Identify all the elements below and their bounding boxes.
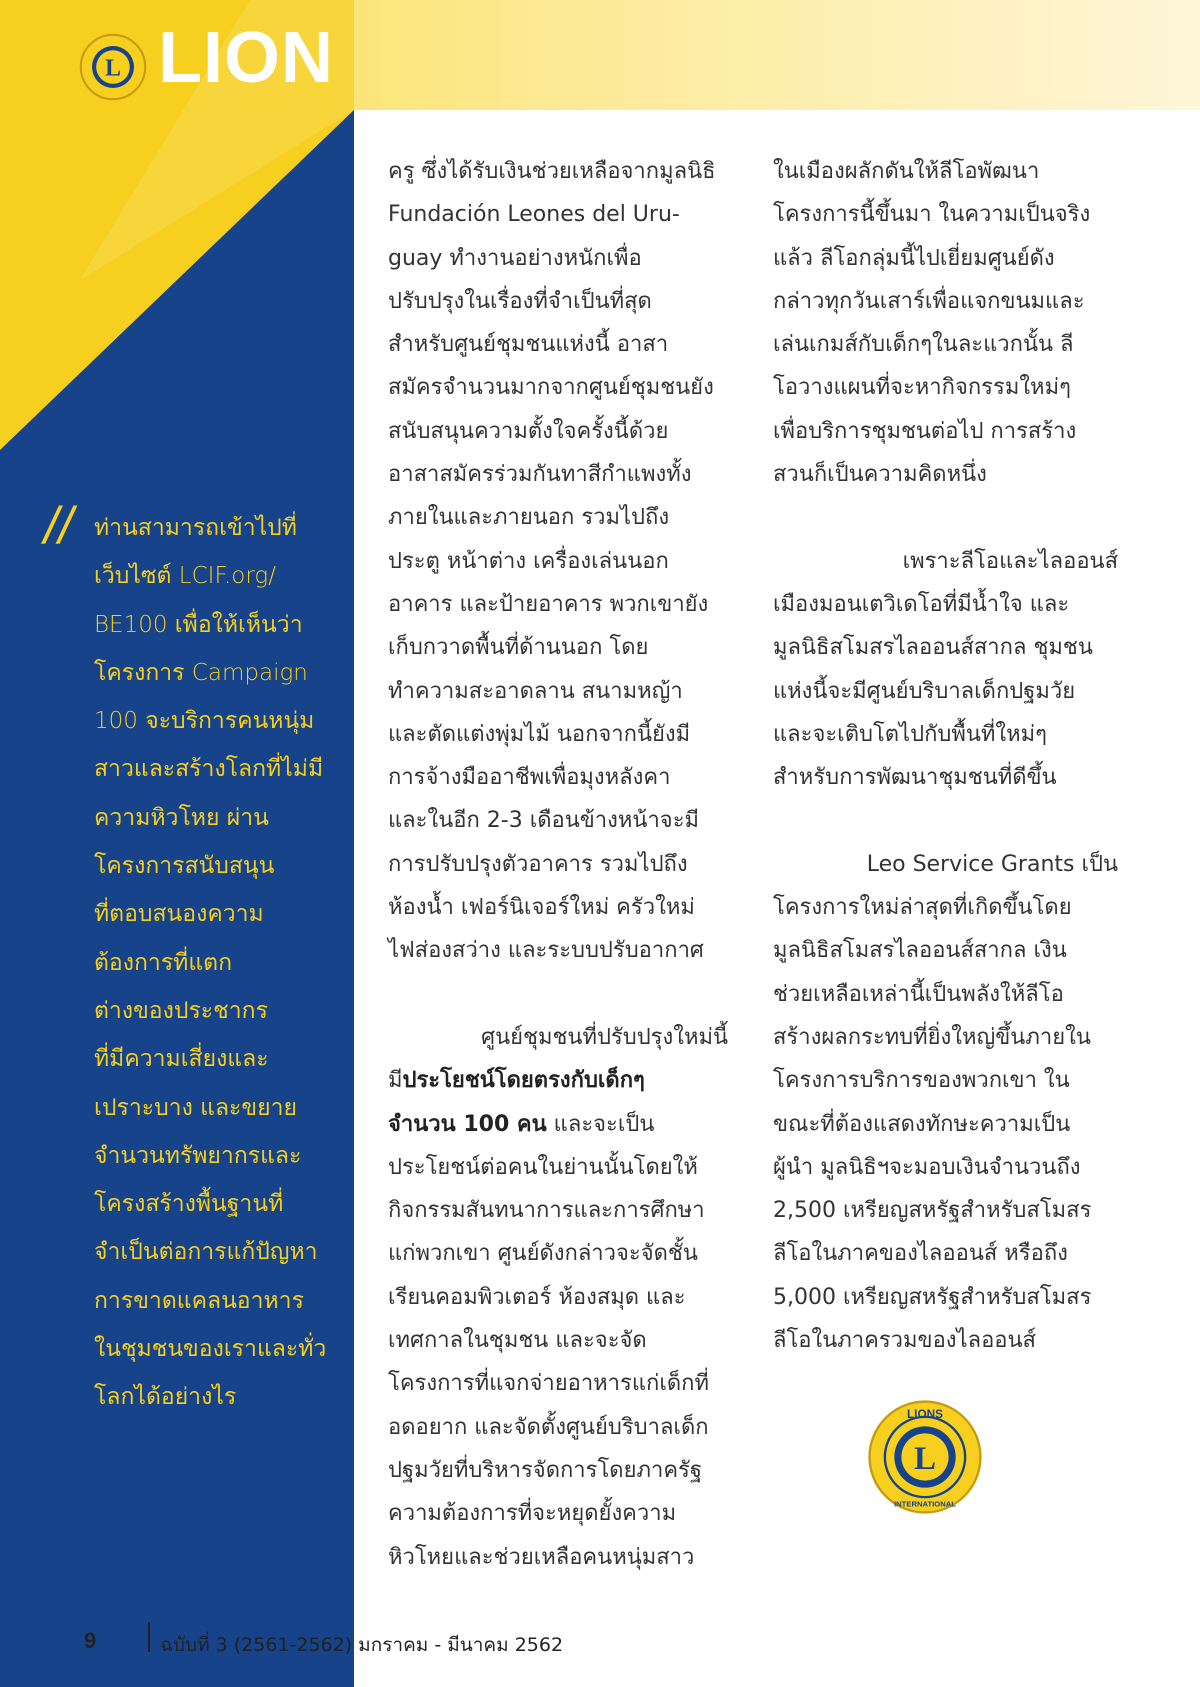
- paragraph-line: สำหรับการพัฒนาชุมชนที่ดีขึ้น: [773, 765, 1057, 791]
- paragraph-line: เล่นเกมส์กับเด็กๆในละแวกนั้น ลี: [773, 332, 1074, 358]
- paragraph-line: สมัครจำนวนมากจากศูนย์ชุมชนยัง: [388, 375, 714, 401]
- article-column-1: [388, 150, 728, 1579]
- paragraph-line: ประโยชน์ต่อคนในย่านนั้นโดยให้: [388, 1154, 698, 1180]
- paragraph-line: ผู้นำ มูลนิธิฯจะมอบเงินจำนวนถึง: [773, 1154, 1081, 1180]
- paragraph-line: ช่วยเหลือเหล่านี้เป็นพลังให้ลีโอ: [773, 981, 1064, 1007]
- paragraph-line: ลีโอในภาคของไลออนส์ หรือถึง: [773, 1241, 1068, 1267]
- paragraph-line: กล่าวทุกวันเสาร์เพื่อแจกขนมและ: [773, 288, 1085, 314]
- paragraph-spacer: [773, 496, 1118, 539]
- svg-text:L: L: [105, 55, 121, 82]
- paragraph-line: และในอีก 2-3 เดือนข้างหน้าจะมี: [388, 808, 700, 834]
- paragraph-line: และตัดแต่งพุ่มไม้ นอกจากนี้ยังมี: [388, 721, 691, 747]
- svg-text:L: L: [913, 1440, 937, 1477]
- paragraph-line: ศูนย์ชุมชนที่ปรับปรุงใหม่นี้: [481, 1024, 728, 1050]
- text-run: มี: [388, 1068, 403, 1094]
- paragraph-line: Fundación Leones del Uru-: [388, 202, 680, 228]
- paragraph-line: [388, 1059, 728, 1102]
- paragraph-line: กิจกรรมสันทนาการและการศึกษา: [388, 1198, 705, 1224]
- paragraph-line: Leo Service Grants เป็น: [866, 851, 1118, 877]
- paragraph-line: 2,500 เหรียญสหรัฐสำหรับสโมสร: [773, 1198, 1092, 1224]
- footer-divider: [148, 1622, 150, 1652]
- pull-quote-line: ท่านสามารถเข้าไปที่: [94, 515, 297, 541]
- paragraph-line: แห่งนี้จะมีศูนย์บริบาลเด็กปฐมวัย: [773, 678, 1076, 704]
- paragraph-line: ครู ซึ่งได้รับเงินช่วยเหลือจากมูลนิธิ: [388, 159, 716, 184]
- paragraph-line: เก็บกวาดพื้นที่ด้านนอก โดย: [388, 635, 649, 661]
- pull-quote-line: ความหิวโหย ผ่าน: [94, 804, 269, 831]
- paragraph-line: ขณะที่ต้องแสดงทักษะความเป็น: [773, 1111, 1071, 1137]
- paragraph-line: โอวางแผนที่จะหากิจกรรมใหม่ๆ: [773, 375, 1071, 401]
- paragraph-line: ห้องน้ำ เฟอร์นิเจอร์ใหม่ ครัวใหม่: [388, 895, 695, 921]
- emphasis-text: ประโยชน์โดยตรงกับเด็กๆ: [402, 1068, 645, 1094]
- paragraph-line: guay ทำงานอย่างหนักเพื่อ: [388, 245, 642, 271]
- pull-quote-line: เว็บไซต์ LCIF.org/: [94, 563, 276, 590]
- paragraph-line: ทำความสะอาดลาน สนามหญ้า: [388, 678, 683, 704]
- pull-quote-line: การขาดแคลนอาหาร: [94, 1287, 304, 1314]
- pull-quote-line: โครงสร้างพื้นฐานที่: [94, 1191, 284, 1218]
- lions-emblem-icon: [78, 32, 148, 102]
- paragraph-line: โครงการนี้ขึ้นมา ในความเป็นจริง: [773, 202, 1091, 228]
- paragraph-line: เมืองมอนเตวิเดโอที่มีน้ำใจ และ: [773, 591, 1070, 617]
- pull-quote-line: โครงการสนับสนุน: [94, 853, 275, 880]
- paragraph-line: มูลนิธิสโมสรไลออนส์สากล เงิน: [773, 938, 1067, 964]
- pull-quote-line: BE100 เพื่อให้เห็นว่า: [94, 611, 303, 638]
- paragraph-line: แก่พวกเขา ศูนย์ดังกล่าวจะจัดชั้น: [388, 1241, 698, 1267]
- paragraph-line: หิวโหยและช่วยเหลือคนหนุ่มสาว: [388, 1544, 695, 1570]
- paragraph-line: เรียนคอมพิวเตอร์ ห้องสมุด และ: [388, 1284, 686, 1310]
- emphasis-text: จำนวน 100 คน: [388, 1111, 547, 1137]
- paragraph-line: ปฐมวัยที่บริหารจัดการโดยภาครัฐ: [388, 1457, 702, 1483]
- paragraph-line: เทศกาลในชุมชน และจะจัด: [388, 1328, 647, 1354]
- paragraph-line: เพราะลีโอและไลออนส์: [902, 548, 1118, 574]
- paragraph-line: โครงการใหม่ล่าสุดที่เกิดขึ้นโดย: [773, 895, 1072, 921]
- paragraph-line: เพื่อบริการชุมชนต่อไป การสร้าง: [773, 418, 1077, 444]
- pull-quote-line: จำเป็นต่อการแก้ปัญหา: [94, 1239, 318, 1266]
- pull-quote-line: โลกได้อย่างไร: [94, 1384, 237, 1411]
- paragraph-line: แล้ว ลีโอกลุ่มนี้ไปเยี่ยมศูนย์ดัง: [773, 245, 1055, 271]
- paragraph-line: การจ้างมืออาชีพเพื่อมุงหลังคา: [388, 765, 671, 791]
- paragraph-line: สร้างผลกระทบที่ยิ่งใหญ่ขึ้นภายใน: [773, 1024, 1091, 1050]
- paragraph-line: และจะเติบโตไปกับพื้นที่ใหม่ๆ: [773, 721, 1047, 747]
- paragraph-line: ปรับปรุงในเรื่องที่จำเป็นที่สุด: [388, 288, 652, 314]
- paragraph-line: อาคาร และป้ายอาคาร พวกเขายัง: [388, 591, 709, 617]
- paragraph-spacer: [388, 973, 728, 1016]
- paragraph-line: สวนก็เป็นความคิดหนึ่ง: [773, 462, 987, 488]
- issue-label: ฉบับที่ 3 (2561-2562) มกราคม - มีนาคม 2562: [160, 1634, 564, 1656]
- pull-quote-line: ต้องการที่แตก: [94, 949, 233, 976]
- paragraph-line: [388, 1103, 728, 1146]
- pull-quote-line: ที่มีความเสี่ยงและ: [94, 1046, 269, 1073]
- paragraph-line: 5,000 เหรียญสหรัฐสำหรับสโมสร: [773, 1284, 1092, 1310]
- pull-quote-line: 100 จะบริการคนหนุ่ม: [94, 708, 315, 735]
- page-number: 9: [84, 1628, 97, 1653]
- paragraph-line: อาสาสมัครร่วมกันทาสีกำแพงทั้ง: [388, 462, 692, 488]
- paragraph-line: ไฟส่องสว่าง และระบบปรับอากาศ: [388, 938, 704, 964]
- paragraph-line: สนับสนุนความตั้งใจครั้งนี้ด้วย: [388, 418, 669, 444]
- article-column-2: [773, 150, 1118, 1362]
- lions-international-logo-icon: [866, 1398, 984, 1516]
- quote-mark-icon: //: [44, 497, 73, 555]
- pull-quote-line: เปราะบาง และขยาย: [94, 1094, 298, 1121]
- paragraph-line: โครงการบริการของพวกเขา ใน: [773, 1068, 1070, 1094]
- paragraph-line: ลีโอในภาครวมของไลออนส์: [773, 1328, 1036, 1354]
- svg-text:INTERNATIONAL: INTERNATIONAL: [894, 1499, 956, 1509]
- brand-wordmark: LION: [158, 18, 334, 98]
- paragraph-line: ในเมืองผลักดันให้ลีโอพัฒนา: [773, 159, 1040, 184]
- pull-quote: [94, 504, 354, 1422]
- paragraph-line: มูลนิธิสโมสรไลออนส์สากล ชุมชน: [773, 635, 1093, 661]
- pull-quote-line: โครงการ Campaign: [94, 659, 308, 686]
- paragraph-line: ความต้องการที่จะหยุดยั้งความ: [388, 1501, 677, 1527]
- paragraph-line: การปรับปรุงตัวอาคาร รวมไปถึง: [388, 851, 688, 877]
- paragraph-line: โครงการที่แจกจ่ายอาหารแก่เด็กที่: [388, 1371, 709, 1397]
- paragraph-line: ประตู หน้าต่าง เครื่องเล่นนอก: [388, 548, 669, 574]
- pull-quote-line: จำนวนทรัพยากรและ: [94, 1142, 302, 1169]
- text-run: และจะเป็น: [546, 1111, 655, 1137]
- paragraph-line: สำหรับศูนย์ชุมชนแห่งนี้ อาสา: [388, 332, 669, 358]
- pull-quote-line: ในชุมชนของเราและทั่ว: [94, 1336, 327, 1363]
- pull-quote-line: ต่างของประชากร: [94, 997, 268, 1024]
- pull-quote-line: สาวและสร้างโลกที่ไม่มี: [94, 756, 324, 783]
- svg-text:LIONS: LIONS: [907, 1408, 943, 1422]
- paragraph-line: ภายในและภายนอก รวมไปถึง: [388, 505, 670, 531]
- pull-quote-line: ที่ตอบสนองความ: [94, 901, 264, 928]
- paragraph-line: อดอยาก และจัดตั้งศูนย์บริบาลเด็ก: [388, 1414, 709, 1440]
- paragraph-spacer: [773, 799, 1118, 842]
